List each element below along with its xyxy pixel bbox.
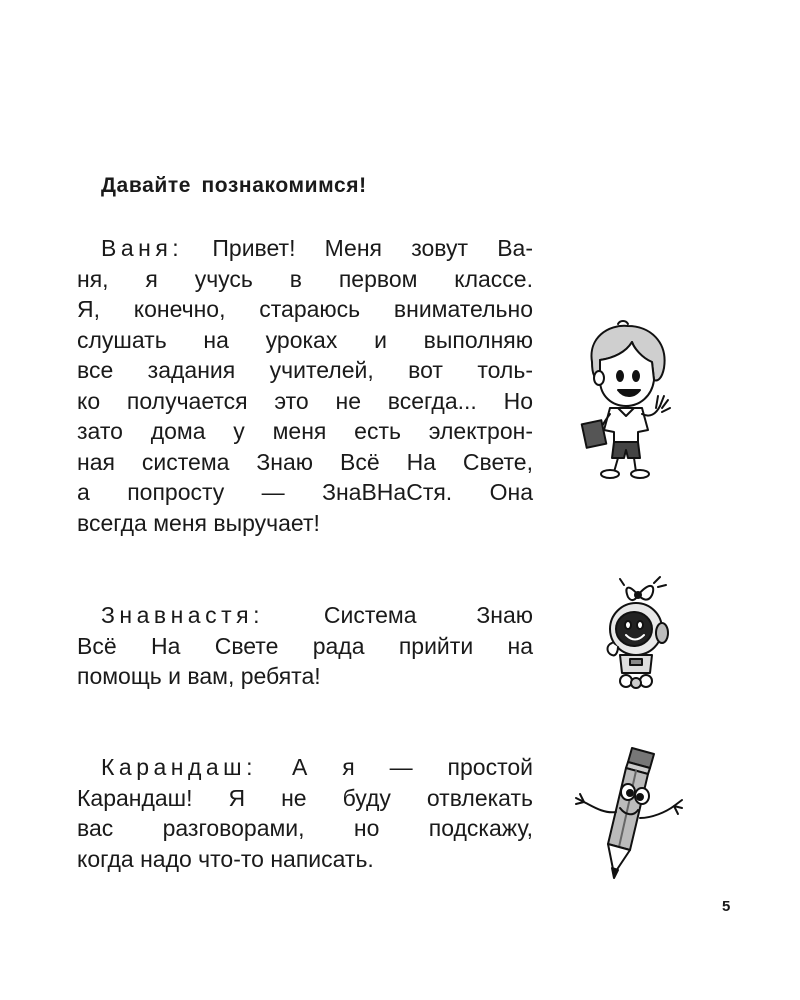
speaker-name: Карандаш: xyxy=(101,754,258,780)
dialog-line: когда надо что-то написать. xyxy=(77,845,374,872)
speaker-name: Ваня: xyxy=(101,235,184,261)
speaker-name: Знавнастя: xyxy=(101,602,264,628)
dialog-line: помощь и вам, ребята! xyxy=(77,663,321,689)
dialog-line: ня, я учусь в первом классе. xyxy=(77,265,533,292)
dialog-text: А я — простой xyxy=(291,754,534,780)
page-number: 5 xyxy=(722,898,731,915)
dialog-line: Я, конечно, стараюсь внимательно xyxy=(77,296,533,322)
dialog-line: а попросту — ЗнаВНаСтя. Она xyxy=(77,479,533,505)
dialog-line: ко получается это не всегда... Но xyxy=(77,387,533,414)
dialog-line: вас разговорами, но подскажу, xyxy=(77,815,533,841)
dialog-line: всегда меня выручает! xyxy=(77,509,320,536)
dialog-znavnastya xyxy=(77,600,533,692)
dialog-text: Привет! Меня зовут Ва- xyxy=(212,235,533,261)
pencil-character-illustration xyxy=(570,742,690,887)
dialog-line xyxy=(77,233,533,264)
dialog-line xyxy=(77,752,533,783)
page-title: Давайте познакомимся! xyxy=(101,174,367,197)
dialog-vanya xyxy=(77,233,533,538)
dialog-pencil xyxy=(77,752,533,874)
dialog-line: Всё На Свете рада прийти на xyxy=(77,632,533,659)
dialog-line: все задания учителей, вот толь- xyxy=(77,357,533,383)
dialog-line: зато дома у меня есть электрон- xyxy=(77,418,533,444)
dialog-line xyxy=(77,600,533,631)
dialog-text: Система Знаю xyxy=(323,602,533,628)
boy-waving-illustration xyxy=(578,318,676,480)
robot-girl-illustration xyxy=(598,573,678,693)
dialog-line: слушать на уроках и выполняю xyxy=(77,326,533,353)
dialog-line: Карандаш! Я не буду отвлекать xyxy=(77,784,533,811)
dialog-line: ная система Знаю Всё На Свете, xyxy=(77,448,533,475)
